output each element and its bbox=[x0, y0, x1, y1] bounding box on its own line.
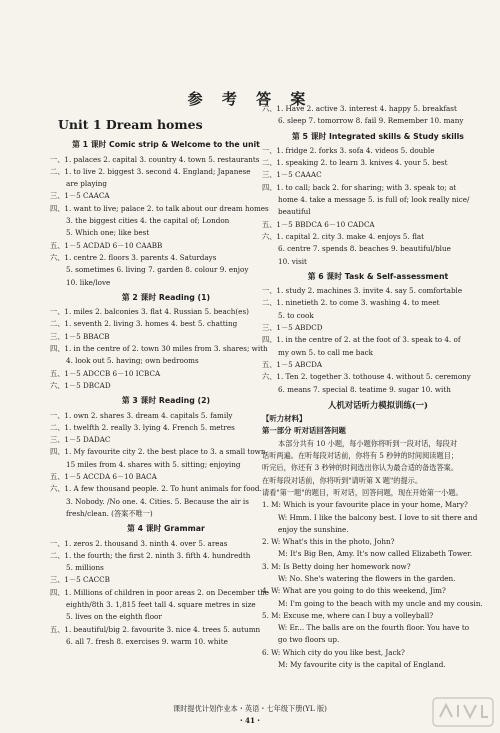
answer-line: 五、1－5 ADCCB 6－10 ICBCA bbox=[50, 368, 161, 378]
answer-line: 三、1－5 CAACA bbox=[50, 191, 110, 201]
part-head: 第一部分 听对话回答问题 bbox=[262, 426, 346, 436]
answer-line: my own 5. to call me back bbox=[278, 347, 374, 357]
answer-line: 四、1. in the centre of 2. town 30 miles from 3. shares; with bbox=[50, 344, 268, 354]
listening-tag: 【听力材料】 bbox=[262, 414, 307, 424]
answer-line: are playing bbox=[66, 179, 108, 189]
answer-line: 一、1. own 2. shares 3. dream 4. capitals 5. family bbox=[50, 410, 233, 420]
intro-line: 话听两遍。在听每段对话前，你将有 5 秒钟的时间阅读题目； bbox=[262, 451, 459, 461]
watermark-logo-icon bbox=[432, 697, 494, 727]
intro-lines bbox=[262, 438, 494, 499]
answer-line: 五、1－5 ABCDA bbox=[262, 359, 323, 369]
answer-line: 一、1. fridge 2. forks 3. sofa 4. videos 5. double bbox=[262, 145, 435, 155]
lesson-heading: 第 2 课时 Reading (1) bbox=[121, 292, 211, 302]
answer-line: 三、1－5 ABDCD bbox=[262, 323, 323, 333]
answer-line: 六、1－5 DBCAD bbox=[50, 380, 111, 390]
answer-line: 一、1. palaces 2. capital 3. country 4. town 5. restaurants bbox=[50, 154, 260, 164]
right-blocks bbox=[262, 131, 494, 396]
lesson-heading: 第 1 课时 Comic strip & Welcome to the unit bbox=[72, 140, 260, 150]
lesson-heading: 第 3 课时 Reading (2) bbox=[121, 396, 211, 406]
answer-line: 5. Which one; like best bbox=[66, 228, 150, 238]
answer-line: 二、1. ninetieth 2. to come 3. washing 4. to meet bbox=[262, 298, 440, 308]
answer-line: 四、1. My favourite city 2. the best place to 3. a small town bbox=[50, 447, 266, 457]
answer-line: 四、1. to call; back 2. for sharing; with 3. speak to; at bbox=[262, 182, 457, 192]
answer-line: 三、1－5 CACCB bbox=[50, 575, 110, 585]
answer-line: 一、1. study 2. machines 3. invite 4. say 5. comfortable bbox=[262, 286, 463, 296]
dialog-line: M: My favourite city is the capital of England. bbox=[278, 660, 446, 670]
answer-line: beautiful bbox=[278, 207, 311, 217]
dialog-line: 3. M: Is Betty doing her homework now? bbox=[262, 561, 411, 571]
answer-line: 六、1. A few thousand people. 2. To hunt animals for food. bbox=[50, 484, 262, 494]
answer-line: 六、1. Ten 2. together 3. tothouse 4. without 5. ceremony bbox=[262, 372, 471, 382]
answer-line: 一、1. zeros 2. thousand 3. ninth 4. over 5. areas bbox=[50, 538, 228, 548]
lesson-heading: 第 5 课时 Integrated skills & Study skills bbox=[292, 131, 464, 141]
answer-line: 四、1. want to live; palace 2. to talk about our dream homes bbox=[50, 203, 269, 213]
dialog-line: 5. M: Excuse me, where can I buy a volleyball? bbox=[262, 610, 434, 620]
answer-line: 5. millions bbox=[66, 563, 104, 573]
answer-line: 10. visit bbox=[278, 256, 307, 266]
left-column bbox=[50, 115, 282, 648]
dialog-line: M: It's Big Ben, Amy. It's now called Elizabeth Tower. bbox=[278, 549, 473, 559]
answer-line: 10. like/love bbox=[66, 277, 111, 287]
answer-line: 3. the biggest cities 4. the capital of; London bbox=[66, 216, 230, 226]
answer-line: 六、1. Have 2. active 3. interest 4. happy 5. breakfast bbox=[262, 104, 457, 113]
dialog-line: 2. W: What's this in the photo, John? bbox=[262, 537, 395, 547]
right-column bbox=[262, 103, 494, 671]
dialog-line: W: No. She's watering the flowers in the garden. bbox=[278, 573, 456, 583]
dialog-line: 4. W: What are you going to do this weekend, Jim? bbox=[262, 586, 446, 596]
answer-line: 二、1. speaking 2. to learn 3. knives 4. your 5. best bbox=[262, 158, 448, 168]
page-number: ・41・ bbox=[237, 716, 263, 725]
answer-line: 二、1. seventh 2. living 3. homes 4. best 5. chatting bbox=[50, 319, 238, 329]
intro-line: 在听每段对话前，你将听到"请听第 X 题"的提示。 bbox=[262, 475, 423, 485]
answer-line: 一、1. miles 2. balconies 3. flat 4. Russian 5. beach(es) bbox=[50, 307, 249, 317]
dialog-line: enjoy the sunshine. bbox=[278, 524, 349, 534]
answer-line: 五、1－5 ACDAD 6－10 CAABB bbox=[50, 240, 163, 250]
intro-line: 本部分共有 10 小题，每小题你将听到一段对话，每段对 bbox=[278, 438, 458, 448]
dialog-line: go two floors up. bbox=[278, 635, 340, 645]
answer-line: home 4. take a message 5. is full of; look really nice/ bbox=[278, 195, 470, 205]
answer-line: eighth/8th 3. 1,815 feet tall 4. square metres in size bbox=[66, 599, 256, 609]
answer-line: 四、1. in the centre of 2. at the foot of 3. speak to 4. of bbox=[262, 335, 461, 345]
footer-text: 课时提优计划作业本・英语・七年级下册(YL 版) bbox=[173, 704, 327, 713]
answer-line: 15 miles from 4. shares with 5. sitting; enjoying bbox=[66, 459, 241, 469]
lesson-heading: 第 6 课时 Task & Self-assessment bbox=[307, 271, 449, 281]
answer-line: 二、1. twelfth 2. really 3. lying 4. French 5. metres bbox=[50, 422, 235, 432]
answer-line: 3. Nobody. /No one. 4. Cities. 5. Because the air is bbox=[66, 496, 249, 506]
answer-line: fresh/clean. (答案不唯一) bbox=[66, 508, 153, 518]
answer-line: 五、1－5 ACCDA 6－10 BACA bbox=[50, 472, 157, 482]
answer-line: 三、1－5 DADAC bbox=[50, 435, 111, 445]
answer-line: 5. lives on the eighth floor bbox=[66, 612, 162, 622]
dialog-line: W: Hmm. I like the balcony best. I love to sit there and bbox=[278, 512, 478, 522]
intro-line: 请看"第一题"的题目，听对话，回答问题，现在开始第一小题。 bbox=[262, 487, 463, 497]
answer-line: 三、1－5 BBACB bbox=[50, 331, 110, 341]
dialog-line: M: I'm going to the beach with my uncle and my cousin. bbox=[278, 598, 483, 608]
intro-line: 听完后，你还有 3 秒钟的时间选出你认为最合适的备选答案。 bbox=[262, 463, 459, 473]
listening-title: 人机对话听力模拟训练(一) bbox=[327, 399, 429, 410]
answer-line: 三、1－5 CAAAC bbox=[262, 170, 322, 180]
unit-title: Unit 1 Dream homes bbox=[58, 117, 203, 132]
answer-line: 6. means 7. special 8. teatime 9. sugar 10. with bbox=[278, 384, 451, 394]
lesson-heading: 第 4 课时 Grammar bbox=[127, 524, 205, 534]
left-blocks bbox=[50, 139, 282, 648]
answer-line: 5. sometimes 6. living 7. garden 8. colour 9. enjoy bbox=[66, 265, 249, 275]
answer-line: 二、1. to live 2. biggest 3. second 4. England; Japanese bbox=[50, 166, 251, 176]
dialog-line: W: Er... The balls are on the fourth floor. You have to bbox=[278, 623, 470, 633]
right-top-lines bbox=[262, 103, 494, 128]
answer-line: 6. all 7. fresh 8. exercises 9. warm 10. white bbox=[66, 636, 228, 646]
answer-line: 4. look out 5. having; own bedrooms bbox=[66, 356, 199, 366]
answer-line: 5. to cook bbox=[278, 310, 314, 320]
answer-line: 六、1. centre 2. floors 3. parents 4. Saturdays bbox=[50, 252, 217, 262]
answer-line: 五、1. beautiful/big 2. favourite 3. nice 4. trees 5. autumn bbox=[50, 624, 261, 634]
answer-line: 6. centre 7. spends 8. beaches 9. beautiful/blue bbox=[278, 244, 451, 254]
dialog-line: 6. W: Which city do you like best, Jack? bbox=[262, 647, 405, 657]
answer-line: 六、1. capital 2. city 3. make 4. enjoys 5. flat bbox=[262, 231, 425, 241]
answer-line: 二、1. the fourth; the first 2. ninth 3. fifth 4. hundredth bbox=[50, 550, 251, 560]
page-title: 参 考 答 案 bbox=[187, 90, 313, 108]
answer-line: 6. sleep 7. tomorrow 8. fail 9. Remember 10. many bbox=[278, 116, 464, 126]
dialog-line: 1. M: Which is your favourite place in your home, Mary? bbox=[262, 500, 468, 510]
dialog-lines bbox=[262, 499, 494, 671]
answer-line: 四、1. Millions of children in poor areas 2. on December the bbox=[50, 587, 269, 597]
answer-line: 五、1－5 BBDCA 6－10 CADCA bbox=[262, 219, 375, 229]
